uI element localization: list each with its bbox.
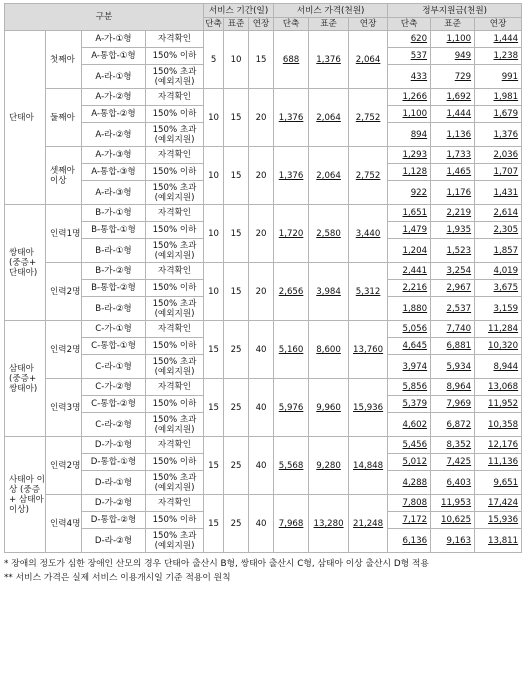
gov-cell: 7,172 [388, 512, 431, 529]
type-cell: A-라-②형 [82, 123, 146, 147]
subgroup-label: 인력4명 [46, 495, 82, 553]
condition-cell: 150% 이하 [146, 164, 204, 181]
type-cell: C-통합-①형 [82, 338, 146, 355]
gov-cell: 10,320 [475, 338, 522, 355]
period-cell: 10 [204, 147, 224, 205]
price-cell: 15,936 [349, 379, 388, 437]
gov-cell: 2,305 [475, 222, 522, 239]
gov-cell: 5,934 [431, 355, 475, 379]
gov-cell: 1,431 [475, 181, 522, 205]
period-cell: 25 [224, 379, 249, 437]
type-cell: D-가-①형 [82, 437, 146, 454]
price-cell: 2,752 [349, 89, 388, 147]
price-cell: 1,720 [274, 205, 309, 263]
subheader-cell: 단축 [274, 18, 309, 31]
gov-cell: 433 [388, 65, 431, 89]
price-cell: 9,280 [309, 437, 349, 495]
type-cell: D-라-②형 [82, 529, 146, 553]
gov-cell: 5,856 [388, 379, 431, 396]
type-cell: A-가-③형 [82, 147, 146, 164]
gov-cell: 1,238 [475, 48, 522, 65]
condition-cell: 자격확인 [146, 31, 204, 48]
table-body [5, 31, 522, 553]
period-cell: 15 [224, 263, 249, 321]
period-cell: 15 [224, 205, 249, 263]
gov-cell: 2,216 [388, 280, 431, 297]
gov-cell: 8,352 [431, 437, 475, 454]
price-cell: 3,440 [349, 205, 388, 263]
condition-cell: 자격확인 [146, 321, 204, 338]
condition-cell: 자격확인 [146, 495, 204, 512]
table-row [5, 379, 522, 396]
gov-cell: 2,036 [475, 147, 522, 164]
gov-cell: 10,625 [431, 512, 475, 529]
condition-cell: 150% 초과 (예외지원) [146, 181, 204, 205]
gov-cell: 12,176 [475, 437, 522, 454]
price-cell: 21,248 [349, 495, 388, 553]
gov-cell: 15,936 [475, 512, 522, 529]
period-cell: 25 [224, 495, 249, 553]
condition-cell: 150% 이하 [146, 48, 204, 65]
gov-cell: 8,964 [431, 379, 475, 396]
type-cell: D-통합-①형 [82, 454, 146, 471]
gov-cell: 894 [388, 123, 431, 147]
condition-cell: 150% 이하 [146, 106, 204, 123]
period-cell: 20 [249, 205, 274, 263]
price-cell: 2,656 [274, 263, 309, 321]
table-row [5, 147, 522, 164]
document-page [4, 3, 521, 585]
period-cell: 20 [249, 147, 274, 205]
footnotes [4, 557, 521, 585]
period-cell: 20 [249, 89, 274, 147]
subheader-cell: 단축 [205, 19, 222, 29]
price-cell: 5,568 [274, 437, 309, 495]
gov-cell: 1,857 [475, 239, 522, 263]
period-cell: 15 [204, 379, 224, 437]
subgroup-label: 인력3명 [46, 379, 82, 437]
gov-cell: 1,880 [388, 297, 431, 321]
header-gov: 정부지원금(천원) [388, 4, 522, 18]
price-cell: 2,752 [349, 147, 388, 205]
condition-cell: 자격확인 [146, 89, 204, 106]
table-row [5, 205, 522, 222]
price-cell: 8,600 [309, 321, 349, 379]
gov-cell: 7,740 [431, 321, 475, 338]
subgroup-label: 인력2명 [46, 263, 82, 321]
period-cell: 40 [249, 321, 274, 379]
type-cell: B-라-②형 [82, 297, 146, 321]
gov-cell: 620 [388, 31, 431, 48]
footnote-2: ** 서비스 가격은 실제 서비스 이용개시일 기준 적용이 원칙 [4, 573, 231, 583]
condition-cell: 150% 초과 (예외지원) [146, 355, 204, 379]
gov-cell: 1,523 [431, 239, 475, 263]
gov-cell: 1,651 [388, 205, 431, 222]
type-cell: D-가-②형 [82, 495, 146, 512]
gov-cell: 2,614 [475, 205, 522, 222]
condition-cell: 150% 이하 [146, 222, 204, 239]
gov-cell: 1,128 [388, 164, 431, 181]
gov-cell: 9,651 [475, 471, 522, 495]
gov-cell: 1,935 [431, 222, 475, 239]
group-label: 쌍태아 (중증+ 단태아) [5, 205, 46, 321]
gov-cell: 10,358 [475, 413, 522, 437]
price-cell: 5,976 [274, 379, 309, 437]
price-cell: 13,760 [349, 321, 388, 379]
group-label: 사태아 이상 (중증+ 삼태아 이상) [5, 437, 46, 553]
subheader-cell: 단축 [388, 18, 431, 31]
period-cell: 25 [224, 321, 249, 379]
type-cell: A-통합-①형 [82, 48, 146, 65]
condition-cell: 150% 초과 (예외지원) [146, 297, 204, 321]
subheader-cell: 연장 [249, 18, 274, 31]
condition-cell: 자격확인 [146, 437, 204, 454]
gov-cell: 1,376 [475, 123, 522, 147]
gov-cell: 4,602 [388, 413, 431, 437]
subheader-cell: 표준 [224, 18, 249, 31]
period-cell: 15 [224, 89, 249, 147]
gov-cell: 11,136 [475, 454, 522, 471]
type-cell: C-통합-②형 [82, 396, 146, 413]
gov-cell: 5,456 [388, 437, 431, 454]
gov-cell: 1,981 [475, 89, 522, 106]
gov-cell: 1,293 [388, 147, 431, 164]
gov-cell: 1,465 [431, 164, 475, 181]
type-cell: A-가-①형 [82, 31, 146, 48]
gov-cell: 2,967 [431, 280, 475, 297]
gov-cell: 1,176 [431, 181, 475, 205]
gov-cell: 4,019 [475, 263, 522, 280]
subheader-cell: 표준 [431, 18, 475, 31]
gov-cell: 11,953 [431, 495, 475, 512]
gov-cell: 1,444 [475, 31, 522, 48]
gov-cell: 1,266 [388, 89, 431, 106]
price-cell: 13,280 [309, 495, 349, 553]
gov-cell: 1,136 [431, 123, 475, 147]
type-cell: A-통합-②형 [82, 106, 146, 123]
gov-cell: 6,136 [388, 529, 431, 553]
gov-cell: 991 [475, 65, 522, 89]
gov-cell: 5,012 [388, 454, 431, 471]
gov-cell: 1,707 [475, 164, 522, 181]
price-cell: 2,064 [309, 89, 349, 147]
price-cell: 7,968 [274, 495, 309, 553]
footnote-1: * 장애의 정도가 심한 장애인 산모의 경우 단태아 출산시 B형, 쌍태아 출산시 C형, 삼태아 이상 출산시 D형 적용 [4, 559, 429, 569]
gov-cell: 13,811 [475, 529, 522, 553]
gov-cell: 4,645 [388, 338, 431, 355]
table-row [5, 495, 522, 512]
type-cell: C-라-②형 [82, 413, 146, 437]
gov-cell: 1,204 [388, 239, 431, 263]
gov-cell: 6,403 [431, 471, 475, 495]
gov-cell: 1,444 [431, 106, 475, 123]
condition-cell: 150% 초과 (예외지원) [146, 471, 204, 495]
type-cell: A-라-①형 [82, 65, 146, 89]
gov-cell: 17,424 [475, 495, 522, 512]
condition-cell: 자격확인 [146, 205, 204, 222]
gov-cell: 2,219 [431, 205, 475, 222]
subheader-cell: 연장 [475, 18, 522, 31]
type-cell: B-가-①형 [82, 205, 146, 222]
period-cell: 40 [249, 495, 274, 553]
subgroup-label: 셋째아 이상 [46, 147, 82, 205]
price-cell: 2,064 [309, 147, 349, 205]
header-category: 구분 [5, 4, 204, 31]
gov-cell: 537 [388, 48, 431, 65]
price-cell: 2,064 [349, 31, 388, 89]
condition-cell: 150% 이하 [146, 454, 204, 471]
type-cell: B-라-①형 [82, 239, 146, 263]
type-cell: A-통합-③형 [82, 164, 146, 181]
gov-cell: 1,479 [388, 222, 431, 239]
condition-cell: 150% 이하 [146, 396, 204, 413]
type-cell: D-라-①형 [82, 471, 146, 495]
condition-cell: 자격확인 [146, 263, 204, 280]
type-cell: A-가-②형 [82, 89, 146, 106]
subheader-cell: 연장 [349, 18, 388, 31]
subgroup-label: 둘째아 [46, 89, 82, 147]
support-table [4, 3, 522, 553]
condition-cell: 150% 이하 [146, 512, 204, 529]
period-cell: 15 [204, 437, 224, 495]
price-cell: 14,848 [349, 437, 388, 495]
type-cell: C-가-①형 [82, 321, 146, 338]
price-cell: 9,960 [309, 379, 349, 437]
period-cell: 10 [204, 263, 224, 321]
gov-cell: 7,808 [388, 495, 431, 512]
group-label: 단태아 [5, 31, 46, 205]
gov-cell: 5,379 [388, 396, 431, 413]
table-row [5, 263, 522, 280]
condition-cell: 150% 초과 (예외지원) [146, 65, 204, 89]
subgroup-label: 인력2명 [46, 321, 82, 379]
subgroup-label: 인력2명 [46, 437, 82, 495]
table-row [5, 321, 522, 338]
header-price: 서비스 가격(천원) [274, 4, 388, 18]
price-cell: 2,580 [309, 205, 349, 263]
period-cell: 15 [204, 321, 224, 379]
gov-cell: 729 [431, 65, 475, 89]
gov-cell: 11,952 [475, 396, 522, 413]
gov-cell: 9,163 [431, 529, 475, 553]
subgroup-label: 첫째아 [46, 31, 82, 89]
price-cell: 688 [274, 31, 309, 89]
gov-cell: 1,679 [475, 106, 522, 123]
price-cell: 3,984 [309, 263, 349, 321]
gov-cell: 6,881 [431, 338, 475, 355]
gov-cell: 4,288 [388, 471, 431, 495]
gov-cell: 3,974 [388, 355, 431, 379]
gov-cell: 1,100 [431, 31, 475, 48]
table-header [5, 4, 522, 31]
condition-cell: 150% 이하 [146, 338, 204, 355]
gov-cell: 1,692 [431, 89, 475, 106]
period-cell: 20 [249, 263, 274, 321]
period-cell: 15 [204, 495, 224, 553]
gov-cell: 6,872 [431, 413, 475, 437]
type-cell: C-라-①형 [82, 355, 146, 379]
price-cell: 1,376 [309, 31, 349, 89]
condition-cell: 150% 이하 [146, 280, 204, 297]
price-cell: 1,376 [274, 147, 309, 205]
table-row [5, 89, 522, 106]
gov-cell: 5,056 [388, 321, 431, 338]
gov-cell: 1,733 [431, 147, 475, 164]
table-row [5, 31, 522, 48]
period-cell: 40 [249, 437, 274, 495]
subgroup-label: 인력1명 [46, 205, 82, 263]
gov-cell: 3,159 [475, 297, 522, 321]
period-cell: 15 [224, 147, 249, 205]
condition-cell: 150% 초과 (예외지원) [146, 239, 204, 263]
type-cell: D-통합-②형 [82, 512, 146, 529]
condition-cell: 150% 초과 (예외지원) [146, 529, 204, 553]
condition-cell: 150% 초과 (예외지원) [146, 123, 204, 147]
gov-cell: 3,675 [475, 280, 522, 297]
type-cell: B-가-②형 [82, 263, 146, 280]
price-cell: 1,376 [274, 89, 309, 147]
header-period: 서비스 기간(일) [204, 4, 274, 18]
gov-cell: 922 [388, 181, 431, 205]
price-cell: 5,160 [274, 321, 309, 379]
type-cell: C-가-②형 [82, 379, 146, 396]
gov-cell: 7,969 [431, 396, 475, 413]
condition-cell: 자격확인 [146, 147, 204, 164]
gov-cell: 3,254 [431, 263, 475, 280]
period-cell: 15 [249, 31, 274, 89]
type-cell: B-통합-①형 [82, 222, 146, 239]
type-cell: B-통합-②형 [82, 280, 146, 297]
period-cell: 25 [224, 437, 249, 495]
gov-cell: 1,100 [388, 106, 431, 123]
period-cell: 10 [224, 31, 249, 89]
period-cell: 10 [204, 205, 224, 263]
gov-cell: 2,537 [431, 297, 475, 321]
gov-cell: 8,944 [475, 355, 522, 379]
period-cell: 40 [249, 379, 274, 437]
gov-cell: 7,425 [431, 454, 475, 471]
condition-cell: 자격확인 [146, 379, 204, 396]
price-cell: 5,312 [349, 263, 388, 321]
gov-cell: 13,068 [475, 379, 522, 396]
period-cell: 10 [204, 89, 224, 147]
table-row [5, 437, 522, 454]
period-cell: 5 [204, 31, 224, 89]
type-cell: A-라-③형 [82, 181, 146, 205]
group-label: 삼태아 (중증+ 쌍태아) [5, 321, 46, 437]
gov-cell: 2,441 [388, 263, 431, 280]
gov-cell: 949 [431, 48, 475, 65]
subheader-cell: 표준 [309, 18, 349, 31]
gov-cell: 11,284 [475, 321, 522, 338]
condition-cell: 150% 초과 (예외지원) [146, 413, 204, 437]
